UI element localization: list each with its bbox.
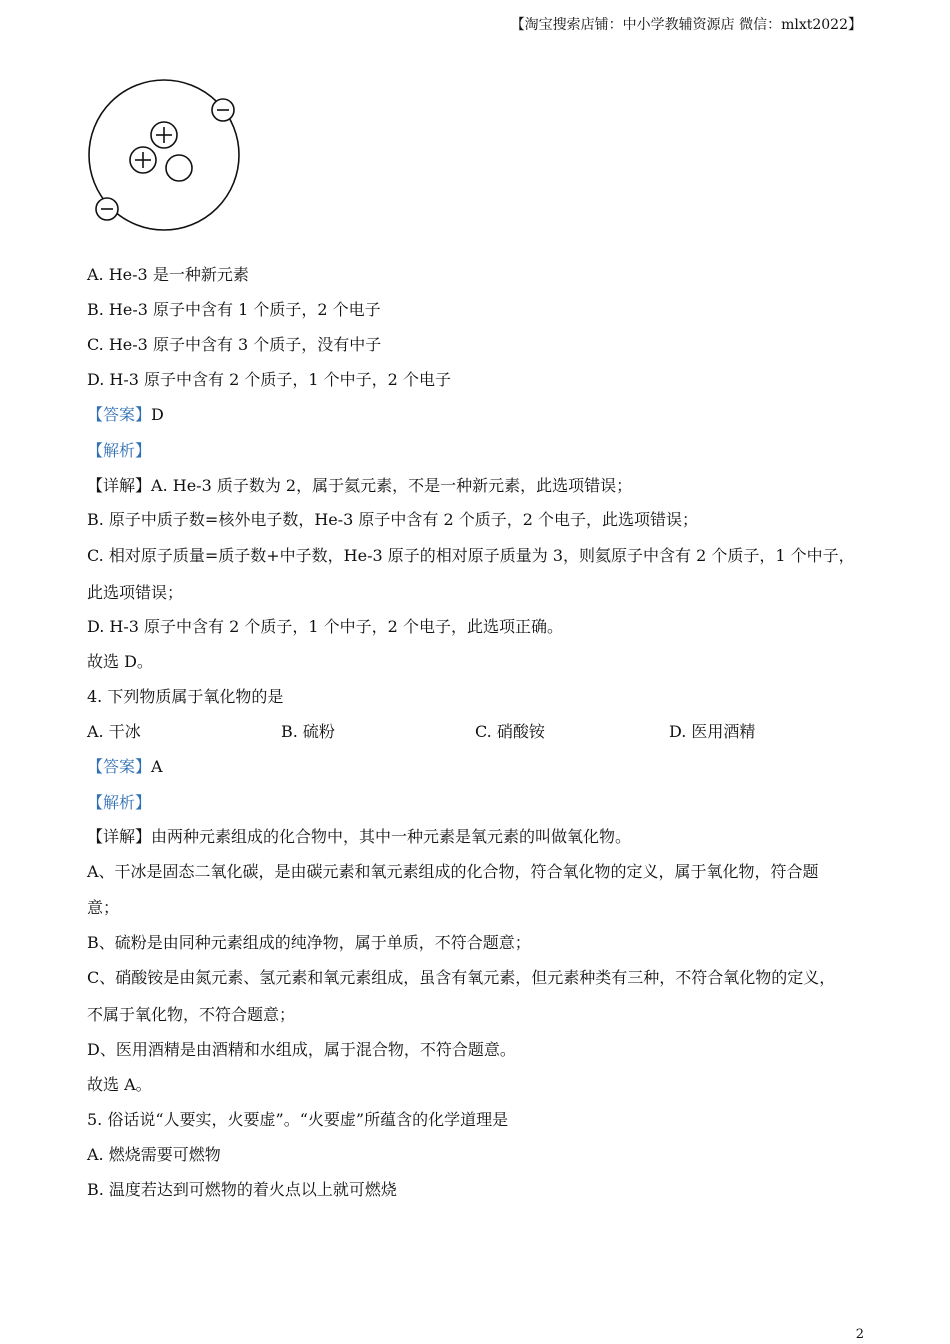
- q3-conclusion: 故选 D。: [87, 652, 153, 671]
- q4-detail-c-cont: 不属于氧化物，不符合题意；: [87, 1005, 296, 1024]
- neutron-icon: [166, 155, 192, 181]
- answer-tag: 【答案】: [87, 405, 152, 424]
- q5-option-b: B. 温度若达到可燃物的着火点以上就可燃烧: [87, 1180, 397, 1199]
- q3-analysis-tag: 【解析】: [87, 441, 152, 460]
- q3-detail-c: C. 相对原子质量=质子数+中子数，He-3 原子的相对原子质量为 3，则氦原子中含有 2 个质子，1 个中子，: [87, 546, 855, 565]
- q4-option-a: A. 干冰: [87, 722, 141, 741]
- detail-tag: 【详解】: [87, 476, 152, 495]
- page-header: 【淘宝搜索店铺：中小学教辅资源店 微信：mlxt2022】: [510, 17, 862, 33]
- q4-detail-c: C、硝酸铵是由氮元素、氢元素和氧元素组成，虽含有氧元素，但元素种类有三种，不符合氧化物的定义，: [87, 968, 836, 987]
- q3-detail-line: [87, 476, 632, 496]
- proton-icon: [151, 122, 177, 148]
- q4-conclusion: 故选 A。: [87, 1075, 152, 1094]
- atom-diagram: [86, 76, 246, 236]
- answer-tag: 【答案】: [87, 757, 152, 776]
- q3-answer: D: [151, 405, 164, 424]
- q3-detail-a: A. He-3 质子数为 2，属于氦元素，不是一种新元素，此选项错误；: [151, 476, 633, 495]
- q3-detail-b: B. 原子中质子数=核外电子数，He-3 原子中含有 2 个质子，2 个电子，此选项错误；: [87, 510, 699, 529]
- page-number: 2: [855, 1327, 864, 1342]
- q4-answer: A: [151, 757, 163, 776]
- q4-detail-d: D、医用酒精是由酒精和水组成，属于混合物，不符合题意。: [87, 1040, 516, 1059]
- q4-detail-line: [87, 827, 631, 847]
- q3-option-a: A. He-3 是一种新元素: [87, 265, 249, 284]
- q5-option-a: A. 燃烧需要可燃物: [87, 1145, 221, 1164]
- q3-option-d: D. H-3 原子中含有 2 个质子，1 个中子，2 个电子: [87, 370, 451, 389]
- detail-tag: 【详解】: [87, 827, 152, 846]
- q3-detail-c-cont: 此选项错误；: [87, 583, 184, 602]
- q4-answer-line: [87, 757, 163, 777]
- q4-detail-a-cont: 意；: [87, 898, 120, 917]
- q4-detail-a: A、干冰是固态二氧化碳，是由碳元素和氧元素组成的化合物，符合氧化物的定义，属于氧化物，符合题: [87, 862, 819, 881]
- q4-detail-b: B、硫粉是由同种元素组成的纯净物，属于单质，不符合题意；: [87, 933, 531, 952]
- q4-stem: 4. 下列物质属于氧化物的是: [87, 687, 284, 706]
- proton-icon: [130, 147, 156, 173]
- q3-answer-line: [87, 405, 164, 425]
- electron-icon: [212, 99, 234, 121]
- q4-option-c: C. 硝酸铵: [475, 722, 545, 741]
- q5-stem: 5. 俗话说“人要实，火要虚”。“火要虚”所蕴含的化学道理是: [87, 1110, 509, 1129]
- q4-option-d: D. 医用酒精: [669, 722, 756, 741]
- q3-option-c: C. He-3 原子中含有 3 个质子，没有中子: [87, 335, 382, 354]
- q4-analysis-tag: 【解析】: [87, 793, 152, 812]
- q4-option-b: B. 硫粉: [281, 722, 335, 741]
- q4-detail-intro: 由两种元素组成的化合物中，其中一种元素是氧元素的叫做氧化物。: [151, 827, 632, 846]
- electron-icon: [96, 198, 118, 220]
- q3-option-b: B. He-3 原子中含有 1 个质子，2 个电子: [87, 300, 381, 319]
- q3-detail-d: D. H-3 原子中含有 2 个质子，1 个中子，2 个电子，此选项正确。: [87, 617, 563, 636]
